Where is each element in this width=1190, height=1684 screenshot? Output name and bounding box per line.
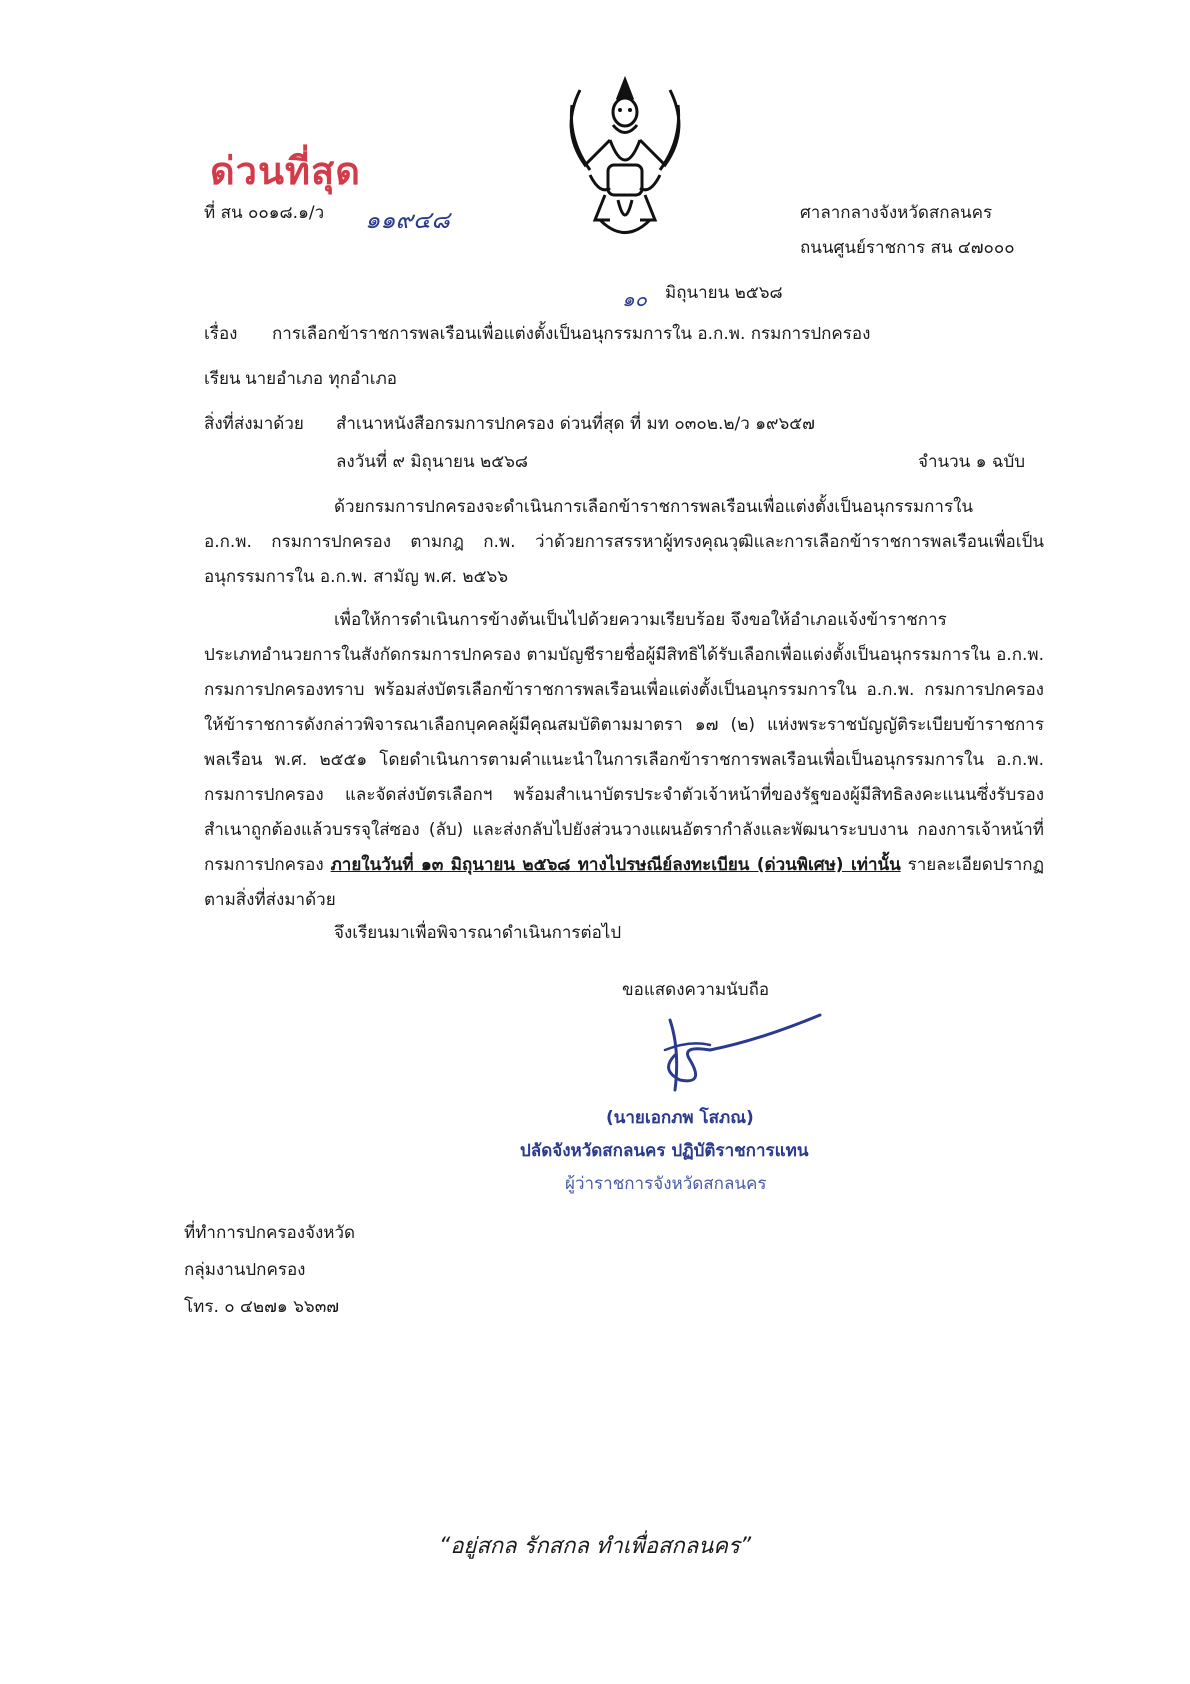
document-number-label: ที่ สน ๐๐๑๘.๑/ว: [204, 203, 325, 223]
signer-position-2: ผู้ว่าราชการจังหวัดสกลนคร: [565, 1174, 767, 1194]
paragraph-2-tail: รายละเอียดปรากฏตามสิ่งที่ส่งมาด้วย: [204, 855, 1045, 910]
signer-position-1: ปลัดจังหวัดสกลนคร ปฏิบัติราชการแทน: [520, 1141, 809, 1161]
regards-text: ขอแสดงความนับถือ: [622, 980, 770, 1000]
recipient-label: เรียน: [204, 369, 241, 389]
address-line-1: ศาลากลางจังหวัดสกลนคร: [800, 203, 993, 223]
deadline-emphasis: ภายในวันที่ ๑๓ มิถุนายน ๒๕๖๘ ทางไปรษณีย์ลงทะเบียน (ด่วนพิเศษ) เท่านั้น: [330, 855, 901, 875]
address-line-2: ถนนศูนย์ราชการ สน ๔๗๐๐๐: [800, 238, 1015, 258]
subject-label: เรื่อง: [204, 324, 238, 344]
body-paragraph-2: [204, 603, 1044, 918]
enclosure-line-1: สำเนาหนังสือกรมการปกครอง ด่วนที่สุด ที่ มท ๐๓๐๒.๒/ว ๑๙๖๕๗: [336, 414, 815, 434]
date-day-handwritten: ๑๐: [622, 287, 647, 311]
subject-text: การเลือกข้าราชการพลเรือนเพื่อแต่งตั้งเป็นอนุกรรมการใน อ.ก.พ. กรมการปกครอง: [272, 324, 871, 344]
document-number-handwritten: ๑๑๙๔๘: [365, 206, 450, 234]
body-paragraph-1: [204, 490, 1044, 595]
recipient-text: นายอำเภอ ทุกอำเภอ: [245, 369, 397, 389]
signer-name: (นายเอกภพ โสภณ): [606, 1108, 754, 1128]
urgency-stamp: ด่วนที่สุด: [210, 149, 361, 193]
enclosure-label: สิ่งที่ส่งมาด้วย: [204, 414, 304, 434]
paragraph-2-first-line: เพื่อให้การดำเนินการข้างต้นเป็นไปด้วยความเรียบร้อย จึงขอให้อำเภอแจ้งข้าราชการ: [334, 610, 947, 630]
paragraph-2-rest: ประเภทอำนวยการในสังกัดกรมการปกครอง ตามบัญชีรายชื่อผู้มีสิทธิได้รับเลือกเพื่อแต่งตั้งเป็นอนุกรรมการใน อ.ก.พ. กรมการปกครองทราบ พร้อมส่งบัตรเลือกข้าราชการพลเรือนเพื่อแต่งตั้งเป็นอนุกรรมการใน อ.ก.พ. กรมการปกครองให้ข้าราชการดังกล่าวพิจารณาเลือกบุคคลผู้มีคุณสมบัติตามมาตรา ๑๗ (๒) แห่งพระราชบัญญัติระเบียบข้าราชการพลเรือน พ.ศ. ๒๕๕๑ โดยดำเนินการตามคำแนะนำในการเลือกข้าราชการพลเรือนเพื่อเป็นอนุกรรมการใน อ.ก.พ. กรมการปกครอง และจัดส่งบัตรเลือกฯ พร้อมสำเนาบัตรประจำตัวเจ้าหน้าที่ของรัฐของผู้มีสิทธิลงคะแนนซึ่งรับรองสำเนาถูกต้องแล้วบรรจุใส่ซอง (ลับ) และส่งกลับไปยังส่วนวางแผนอัตรากำลังและพัฒนาระบบงาน กองการเจ้าหน้าที่ กรมการปกครอง: [204, 645, 1044, 875]
handwritten-signature: [650, 1010, 830, 1105]
enclosure-count: จำนวน ๑ ฉบับ: [918, 452, 1026, 472]
closing-sentence: จึงเรียนมาเพื่อพิจารณาดำเนินการต่อไป: [334, 923, 622, 943]
paragraph-1-rest: อ.ก.พ. กรมการปกครอง ตามกฎ ก.พ. ว่าด้วยการสรรหาผู้ทรงคุณวุฒิและการเลือกข้าราชการพลเรือนเพื่อเป็นอนุกรรมการใน อ.ก.พ. สามัญ พ.ศ. ๒๕๖๖: [204, 532, 1044, 587]
document-date: มิถุนายน ๒๕๖๘: [665, 283, 783, 303]
office-name: ที่ทำการปกครองจังหวัด: [184, 1223, 356, 1243]
paragraph-2-body: [204, 638, 1044, 918]
garuda-emblem-icon: [550, 70, 700, 250]
province-slogan: “อยู่สกล รักสกล ทำเพื่อสกลนคร”: [438, 1534, 752, 1559]
paragraph-1-first-line: ด้วยกรมการปกครองจะดำเนินการเลือกข้าราชการพลเรือนเพื่อแต่งตั้งเป็นอนุกรรมการใน: [334, 497, 973, 517]
enclosure-line-2: ลงวันที่ ๙ มิถุนายน ๒๕๖๘: [336, 452, 528, 472]
office-phone: โทร. ๐ ๔๒๗๑ ๖๖๓๗: [184, 1297, 340, 1317]
office-section: กลุ่มงานปกครอง: [184, 1260, 306, 1280]
